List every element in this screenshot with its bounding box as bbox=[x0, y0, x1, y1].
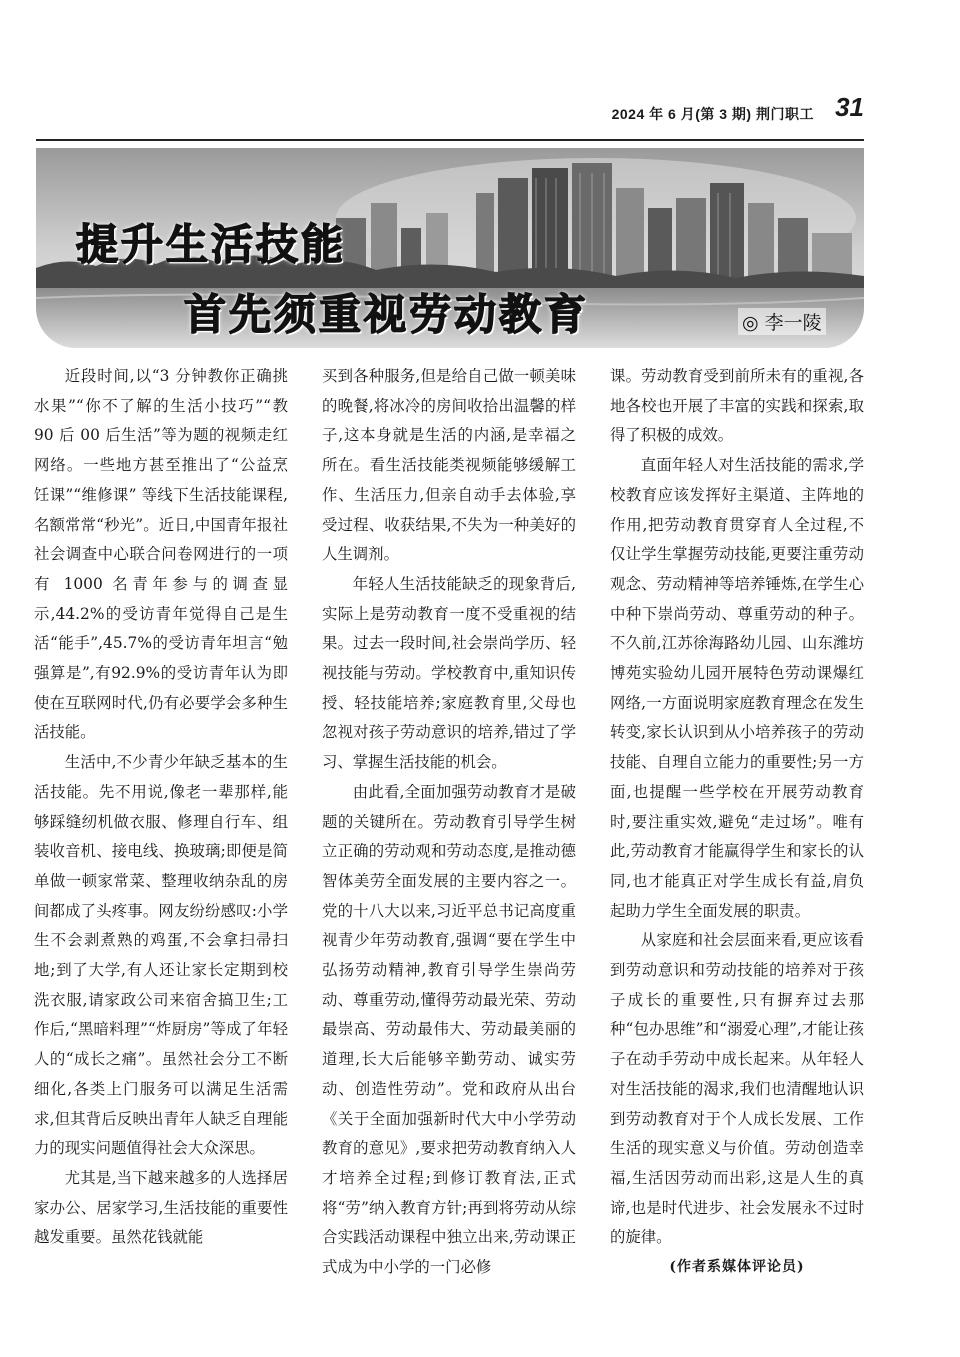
paragraph: 从家庭和社会层面来看,更应该看到劳动意识和劳动技能的培养对于孩子成长的重要性,只有摒弃过去那种“包办思维”和“溺爱心理”,才能让孩子在动手劳动中成长起来。从年轻人对生活技能的渴求,我们也清醒地认识到劳动教育对于个人成长发展、工作生活的现实意义与价值。劳动创造幸福,生活因劳动而出彩,这是人生的真谛,也是时代进步、社会发展永不过时的旋律。 bbox=[610, 931, 864, 1247]
author-note: (作者系媒体评论员) bbox=[669, 1259, 805, 1276]
paragraph: 尤其是,当下越来越多的人选择居家办公、居家学习,生活技能的重要性越发重要。虽然花钱就能 bbox=[34, 1168, 288, 1247]
paragraph: 买到各种服务,但是给自己做一顿美味的晚餐,将冰冷的房间收拾出温馨的样子,这本身就是生活的内涵,是幸福之所在。看生活技能类视频能够缓解工作、生活压力,但亲自动手去体验,享受过程、收获结果,不失为一种美好的人生调剂。 bbox=[322, 367, 576, 564]
article-title-line2: 首先须重视劳动教育 bbox=[184, 290, 590, 339]
article-column-3 bbox=[610, 362, 864, 1283]
author-byline: ◎ 李一陵 bbox=[738, 308, 826, 335]
header-rule bbox=[36, 139, 864, 141]
page-header bbox=[36, 92, 864, 138]
paragraph: 生活中,不少青少年缺乏基本的生活技能。先不用说,像老一辈那样,能够踩缝纫机做衣服、修理自行车、组装收音机、接电线、换玻璃;即便是简单做一顿家常菜、整理收纳杂乱的房间都成了头疼事。网友纷纷感叹:小学生不会剥煮熟的鸡蛋,不会拿扫帚扫地;到了大学,有人还让家长定期到校洗衣服,请家政公司来宿舍搞卫生;工作后,“黑暗料理”“炸厨房”等成了年轻人的“成长之痛”。虽然社会分工不断细化,各类上门服务可以满足生活需求,但其背后反映出青年人缺乏自理能力的现实问题值得社会大众深思。 bbox=[34, 753, 288, 1158]
page-number: 31 bbox=[835, 92, 864, 122]
paragraph: 由此看,全面加强劳动教育才是破题的关键所在。劳动教育引导学生树立正确的劳动观和劳动态度,是推动德智体美劳全面发展的主要内容之一。党的十八大以来,习近平总书记高度重视青少年劳动教育,强调“要在学生中弘扬劳动精神,教育引导学生崇尚劳动、尊重劳动,懂得劳动最光荣、劳动最崇高、劳动最伟大、劳动最美丽的道理,长大后能够辛勤劳动、诚实劳动、创造性劳动”。党和政府从出台《关于全面加强新时代大中小学劳动教育的意见》,要求把劳动教育纳入人才培养全过程;到修订教育法,正式将“劳”纳入教育方针;再到将劳动从综合实践活动课程中独立出来,劳动课正式成为中小学的一门必修 bbox=[322, 782, 576, 1277]
article-title-line1: 提升生活技能 bbox=[76, 220, 347, 269]
paragraph: 课。劳动教育受到前所未有的重视,各地各校也开展了丰富的实践和探索,取得了积极的成效。 bbox=[610, 367, 864, 445]
paragraph: 直面年轻人对生活技能的需求,学校教育应该发挥好主渠道、主阵地的作用,把劳动教育贯穿育人全过程,不仅让学生掌握劳动技能,更要注重劳动观念、劳动精神等培养锤炼,在学生心中种下崇尚劳动、尊重劳动的种子。不久前,江苏徐海路幼儿园、山东潍坊博苑实验幼儿园开展特色劳动课爆红网络,一方面说明家庭教育理念在发生转变,家长认识到从小培养孩子的劳动技能、自理自立能力的重要性;另一方面,也提醒一些学校在开展劳动教育时,要注重实效,避免“走过场”。唯有此,劳动教育才能赢得学生和家长的认同,也才能真正对学生成长有益,肩负起助力学生全面发展的职责。 bbox=[610, 456, 864, 920]
issue-info: 2024 年 6 月(第 3 期) 荆门职工 bbox=[611, 106, 814, 122]
article-column-1 bbox=[34, 362, 288, 1253]
paragraph: 年轻人生活技能缺乏的现象背后,实际上是劳动教育一度不受重视的结果。过去一段时间,社会崇尚学历、轻视技能与劳动。学校教育中,重知识传授、轻技能培养;家庭教育里,父母也忽视对孩子劳动意识的培养,错过了学习、掌握生活技能的机会。 bbox=[322, 574, 576, 772]
article-column-2 bbox=[322, 362, 576, 1283]
paragraph: 近段时间,以“3 分钟教你正确挑水果”“你不了解的生活小技巧”“教 90 后 00 后生活”等为题的视频走红网络。一些地方甚至推出了“公益烹饪课”“维修课” 等线下生活技能课程,名额常常“秒光”。近日,中国青年报社社会调查中心联合问卷网进行的一项有 1000 名青年参与的调查显示,44.2%的受访青年觉得自己是生活“能手”,45.7%的受访青年坦言“勉强算是”,有92.9%的受访青年认为即使在互联网时代,仍有必要学会多种生活技能。 bbox=[34, 367, 288, 742]
